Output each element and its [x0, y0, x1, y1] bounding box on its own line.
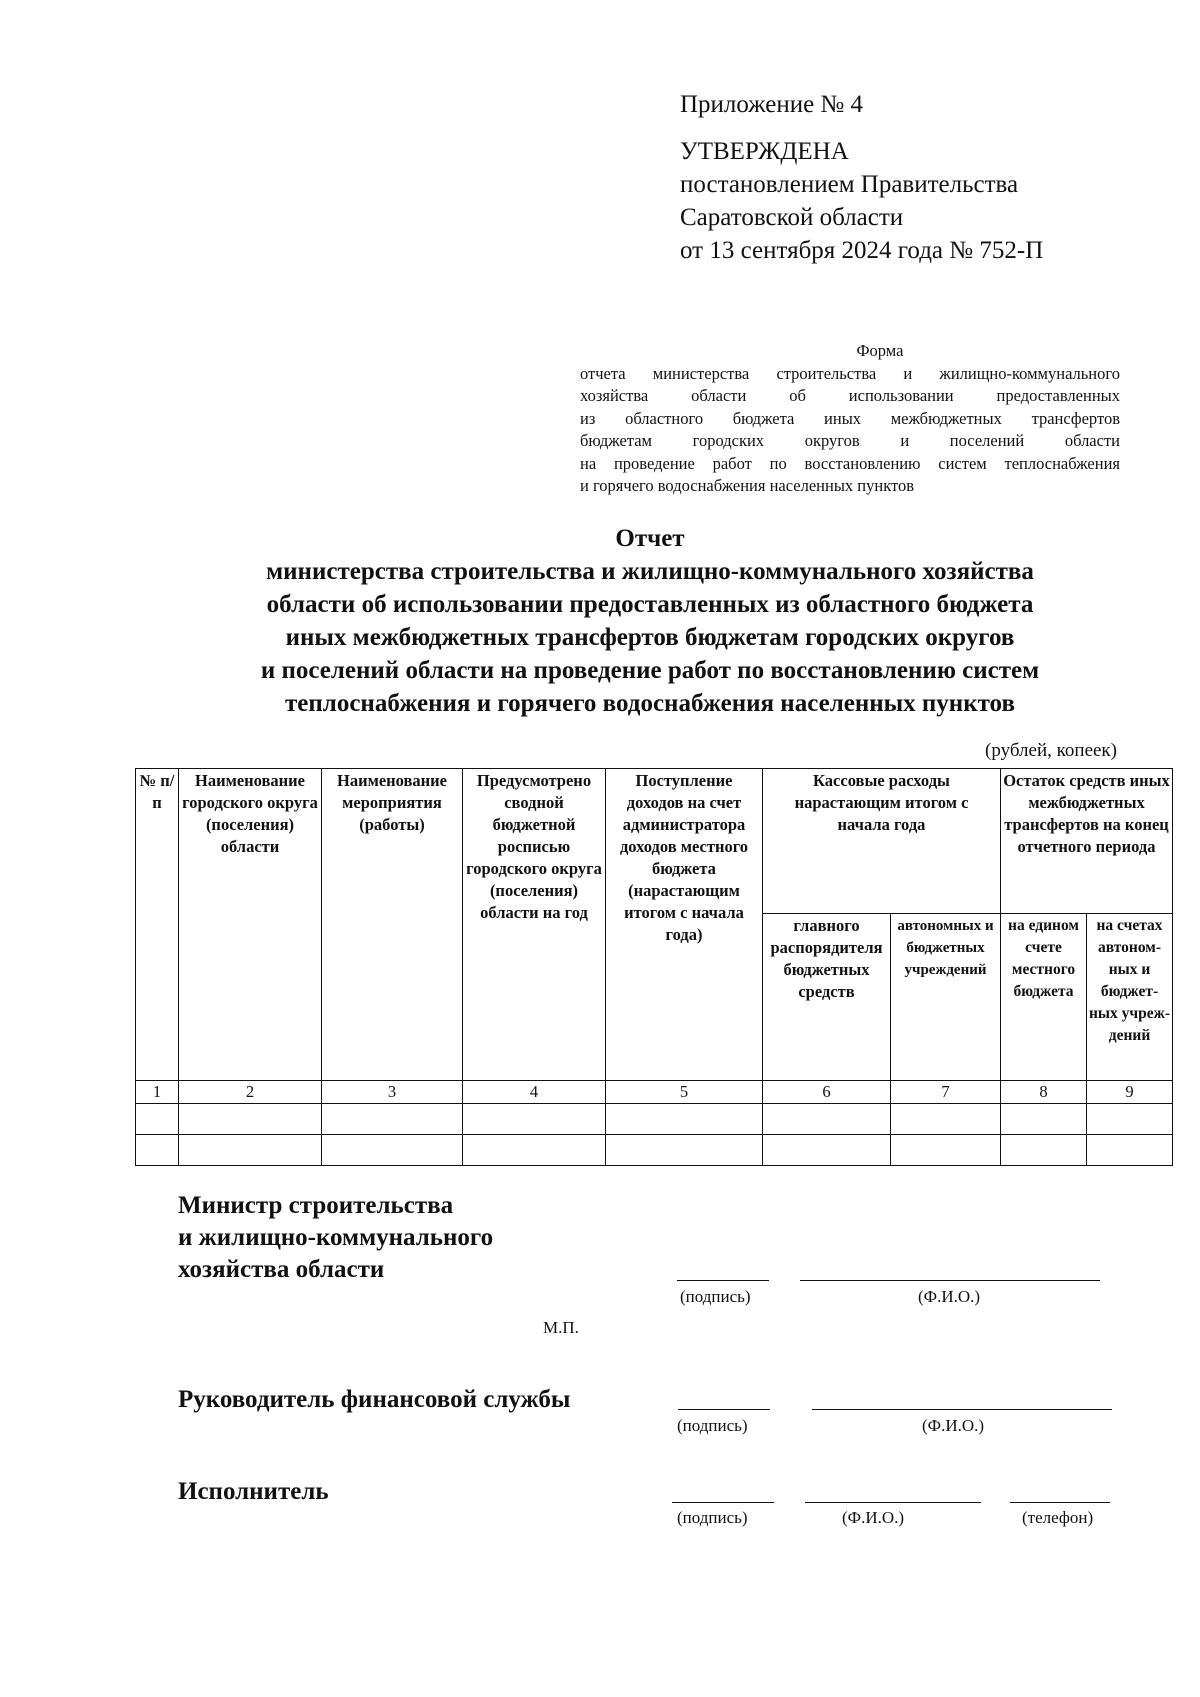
column-number: 9 — [1087, 1081, 1173, 1104]
table-row — [136, 1135, 1173, 1166]
header-district: Наименование городского округа (поселения) области — [179, 769, 322, 1081]
header-bal-single: на едином счете местного бюджета — [1001, 914, 1087, 1081]
header-exp-auto: автономных и бюджетных учреждений — [891, 914, 1001, 1081]
form-note-line: на проведение работ по восстановлению систем теплоснабжения — [580, 453, 1120, 473]
signature-caption: (подпись) — [677, 1416, 748, 1435]
signature-line — [677, 1280, 769, 1281]
signature-line — [678, 1409, 770, 1410]
units-label: (рублей, копеек) — [985, 740, 1117, 761]
header-bal-accounts: на счетах автоном-ных и бюджет-ных учреж-дений — [1087, 914, 1173, 1081]
fio-line — [812, 1409, 1112, 1410]
finance-head-title: Руководитель финансовой службы — [178, 1386, 571, 1413]
report-title-line: области об использовании предоставленных из областного бюджета — [266, 591, 1034, 618]
report-title-line: министерства строительства и жилищно-коммунального хозяйства — [266, 558, 1034, 585]
form-note-line: из областного бюджета иных межбюджетных трансфертов — [580, 408, 1120, 428]
signature-line — [672, 1502, 774, 1503]
header-row — [136, 769, 1173, 914]
header-planned: Предусмотрено сводной бюджетной росписью городского округа (поселения) области на год — [463, 769, 606, 1081]
approval-block — [680, 88, 1043, 267]
minister-line: и жилищно-коммунального — [178, 1224, 494, 1251]
approval-line: постановлением Правительства — [680, 171, 1019, 198]
table-row — [136, 1104, 1173, 1135]
minister-line: хозяйства области — [178, 1256, 385, 1283]
header-event: Наименование мероприятия (работы) — [322, 769, 463, 1081]
report-table — [135, 768, 1173, 1166]
phone-line — [1010, 1502, 1110, 1503]
appendix-label: Приложение № 4 — [680, 91, 864, 118]
column-number: 7 — [891, 1081, 1001, 1104]
column-number-row — [136, 1081, 1173, 1104]
form-note-line: и горячего водоснабжения населенных пунктов — [580, 476, 915, 495]
column-number: 2 — [179, 1081, 322, 1104]
report-heading: Отчет — [615, 525, 685, 552]
fio-line — [805, 1502, 981, 1503]
form-note — [580, 340, 1120, 498]
fio-caption: (Ф.И.О.) — [918, 1287, 981, 1306]
report-title-line: и поселений области на проведение работ по восстановлению систем — [260, 657, 1040, 684]
report-title-line: иных межбюджетных трансфертов бюджетам городских округов — [285, 624, 1015, 651]
column-number: 6 — [763, 1081, 891, 1104]
header-balance: Остаток средств иных межбюджетных трансфертов на конец отчетного периода — [1001, 769, 1173, 914]
header-expenses: Кассовые расходы нарастающим итогом с начала года — [763, 769, 1001, 914]
phone-caption: (телефон) — [1022, 1508, 1094, 1527]
approval-line: Саратовской области — [680, 204, 904, 231]
executor-title: Исполнитель — [178, 1478, 329, 1505]
form-note-line: отчета министерства строительства и жилищно-коммунального — [580, 363, 1120, 383]
approval-line: от 13 сентября 2024 года № 752-П — [680, 237, 1044, 264]
form-note-line: бюджетам городских округов и поселений области — [580, 431, 1120, 450]
minister-title — [178, 1190, 493, 1286]
header-num: № п/п — [136, 769, 179, 1081]
header-income: Поступление доходов на счет администратора доходов местного бюджета (нарастающим итогом с начала года) — [606, 769, 763, 1081]
minister-line: Министр строительства — [178, 1192, 454, 1219]
signature-caption: (подпись) — [677, 1508, 748, 1527]
header-exp-main: главного распорядителя бюджетных средств — [763, 914, 891, 1081]
column-number: 1 — [136, 1081, 179, 1104]
approved-label: УТВЕРЖДЕНА — [680, 138, 849, 165]
fio-caption: (Ф.И.О.) — [842, 1508, 905, 1527]
column-number: 5 — [606, 1081, 763, 1104]
seal-label: М.П. — [543, 1318, 579, 1337]
report-title-line: теплоснабжения и горячего водоснабжения населенных пунктов — [285, 690, 1015, 717]
signature-caption: (подпись) — [680, 1287, 751, 1306]
fio-caption: (Ф.И.О.) — [922, 1416, 985, 1435]
column-number: 3 — [322, 1081, 463, 1104]
form-note-title: Форма — [856, 341, 904, 360]
column-number: 4 — [463, 1081, 606, 1104]
report-title — [140, 522, 1160, 720]
form-note-line: хозяйства области об использовании предоставленных — [580, 386, 1120, 405]
column-number: 8 — [1001, 1081, 1087, 1104]
fio-line — [800, 1280, 1100, 1281]
